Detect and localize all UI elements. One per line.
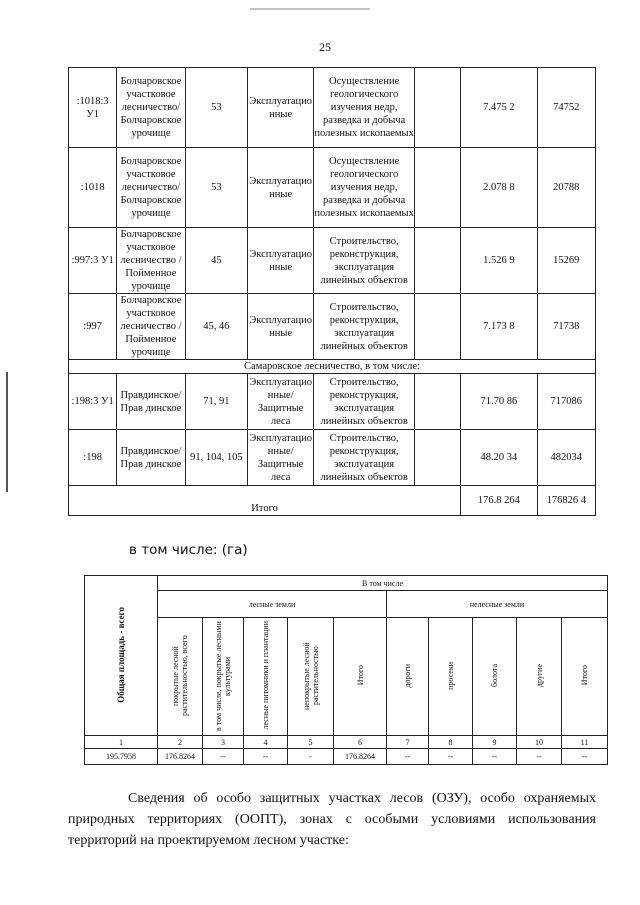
forest-land-header: лесные земли: [158, 591, 387, 618]
column-header: просеки: [429, 618, 473, 736]
quarter-cell: 53: [185, 68, 247, 148]
forest-category-cell: Эксплуатацио нные/ Защитные леса: [247, 430, 313, 486]
use-type-cell: Осуществление геологического изучения недр, разведка и добыча полезных ископаемых: [314, 68, 415, 148]
column-number-cell: 2: [158, 736, 203, 749]
use-type-cell: Строительство, реконструкция, эксплуатация линейных объектов: [314, 430, 415, 486]
quarter-cell: 71, 91: [185, 374, 247, 430]
column-header: непокрытые лесной растительностью: [288, 618, 334, 736]
value-cell: 195.7958: [85, 749, 158, 765]
quarter-cell: 45, 46: [185, 294, 247, 360]
area-sqm-cell: 71738: [537, 294, 595, 360]
table-row: [69, 68, 596, 148]
plot-id-cell: :198:3 У1: [69, 374, 117, 430]
table-row: [69, 228, 596, 294]
area-sqm-cell: 482034: [537, 430, 595, 486]
column-number-cell: 8: [429, 736, 473, 749]
location-cell: Болчаровское участковое лесничество /Пойменное урочище: [117, 294, 185, 360]
value-cell: --: [473, 749, 517, 765]
value-cell: 176.8264: [158, 749, 203, 765]
scan-mark-left: [6, 372, 8, 492]
section-row: [69, 360, 596, 374]
column-number-cell: 10: [517, 736, 562, 749]
area-cell: 7.173 8: [461, 294, 537, 360]
value-cell: --: [517, 749, 562, 765]
including-header: В том числе: [158, 576, 608, 591]
column-header: Итого: [334, 618, 387, 736]
column-number-cell: 1: [85, 736, 158, 749]
value-cell: --: [429, 749, 473, 765]
empty-cell: [414, 68, 460, 148]
nonforest-land-header: нелесные земли: [387, 591, 608, 618]
value-cell: --: [387, 749, 429, 765]
use-type-cell: Строительство, реконструкция, эксплуатация линейных объектов: [314, 294, 415, 360]
empty-cell: [414, 430, 460, 486]
column-header: другие: [517, 618, 562, 736]
column-header: лесные питомники и плантации: [244, 618, 288, 736]
use-type-cell: Строительство, реконструкция, эксплуатация линейных объектов: [314, 228, 415, 294]
empty-cell: [414, 294, 460, 360]
area-cell: 1.526 9: [461, 228, 537, 294]
empty-cell: [414, 228, 460, 294]
area-cell: 71.70 86: [461, 374, 537, 430]
forest-category-cell: Эксплуатацио нные/ Защитные леса: [247, 374, 313, 430]
total-row: [69, 486, 596, 516]
column-header: в том числе, покрытые лесными культурами: [203, 618, 244, 736]
area-cell: 48.20 34: [461, 430, 537, 486]
forest-category-cell: Эксплуатацио нные: [247, 294, 313, 360]
area-cell: 2.078 8: [461, 148, 537, 228]
total-label-cell: Итого: [69, 486, 461, 516]
location-cell: Болчаровское участковое лесничество/ Болчаровское урочище: [117, 68, 185, 148]
quarter-cell: 91, 104, 105: [185, 430, 247, 486]
column-number-cell: 11: [562, 736, 608, 749]
column-header: болота: [473, 618, 517, 736]
land-plots-table: [68, 67, 596, 516]
area-breakdown-table: [84, 575, 608, 765]
value-cell: --: [203, 749, 244, 765]
value-cell: --: [562, 749, 608, 765]
area-sqm-cell: 74752: [537, 68, 595, 148]
table-row: [69, 294, 596, 360]
value-cell: --: [244, 749, 288, 765]
total-sqm-cell: 176826 4: [537, 486, 595, 516]
total-area-cell: 176.8 264: [461, 486, 537, 516]
location-cell: Правдинское/Прав динское: [117, 374, 185, 430]
forest-category-cell: Эксплуатацио нные: [247, 68, 313, 148]
value-cell: -: [288, 749, 334, 765]
column-number-cell: 7: [387, 736, 429, 749]
plot-id-cell: :198: [69, 430, 117, 486]
table-row: [69, 148, 596, 228]
forest-category-cell: Эксплуатацио нные: [247, 228, 313, 294]
location-cell: Болчаровское участковое лесничество /Пойменное урочище: [117, 228, 185, 294]
section-title-cell: Самаровское лесничество, в том числе:: [69, 360, 596, 374]
column-header: покрытые лесной растительностью, всего: [158, 618, 203, 736]
plot-id-cell: :997:3 У1: [69, 228, 117, 294]
column-number-cell: 4: [244, 736, 288, 749]
column-number-cell: 9: [473, 736, 517, 749]
use-type-cell: Строительство, реконструкция, эксплуатация линейных объектов: [314, 374, 415, 430]
scan-mark-top: [250, 8, 370, 10]
plot-id-cell: :997: [69, 294, 117, 360]
empty-cell: [414, 148, 460, 228]
plot-id-cell: :1018: [69, 148, 117, 228]
column-number-cell: 5: [288, 736, 334, 749]
column-number-cell: 3: [203, 736, 244, 749]
bottom-paragraph: Сведения об особо защитных участках лесов (ОЗУ), особо охраняемых природных территориях (ООПТ), зонах с особыми условиями использования территорий на проектируемом лесном участке:: [68, 791, 596, 848]
area-sqm-cell: 717086: [537, 374, 595, 430]
quarter-cell: 45: [185, 228, 247, 294]
empty-cell: [414, 374, 460, 430]
column-number-cell: 6: [334, 736, 387, 749]
area-sqm-cell: 15269: [537, 228, 595, 294]
total-area-header: Общая площадь - всего: [85, 576, 158, 736]
column-header: дороги: [387, 618, 429, 736]
table-row: [69, 374, 596, 430]
use-type-cell: Осуществление геологического изучения недр, разведка и добыча полезных ископаемых: [314, 148, 415, 228]
location-cell: Правдинское/Прав динское: [117, 430, 185, 486]
caption: в том числе: (га): [129, 542, 248, 558]
area-cell: 7.475 2: [461, 68, 537, 148]
value-cell: 176.8264: [334, 749, 387, 765]
forest-category-cell: Эксплуатацио нные: [247, 148, 313, 228]
column-header: Итого: [562, 618, 608, 736]
plot-id-cell: :1018:3 У1: [69, 68, 117, 148]
area-sqm-cell: 20788: [537, 148, 595, 228]
location-cell: Болчаровское участковое лесничество/ Болчаровское урочище: [117, 148, 185, 228]
table-row: [69, 430, 596, 486]
page-number: 25: [319, 40, 331, 54]
quarter-cell: 53: [185, 148, 247, 228]
